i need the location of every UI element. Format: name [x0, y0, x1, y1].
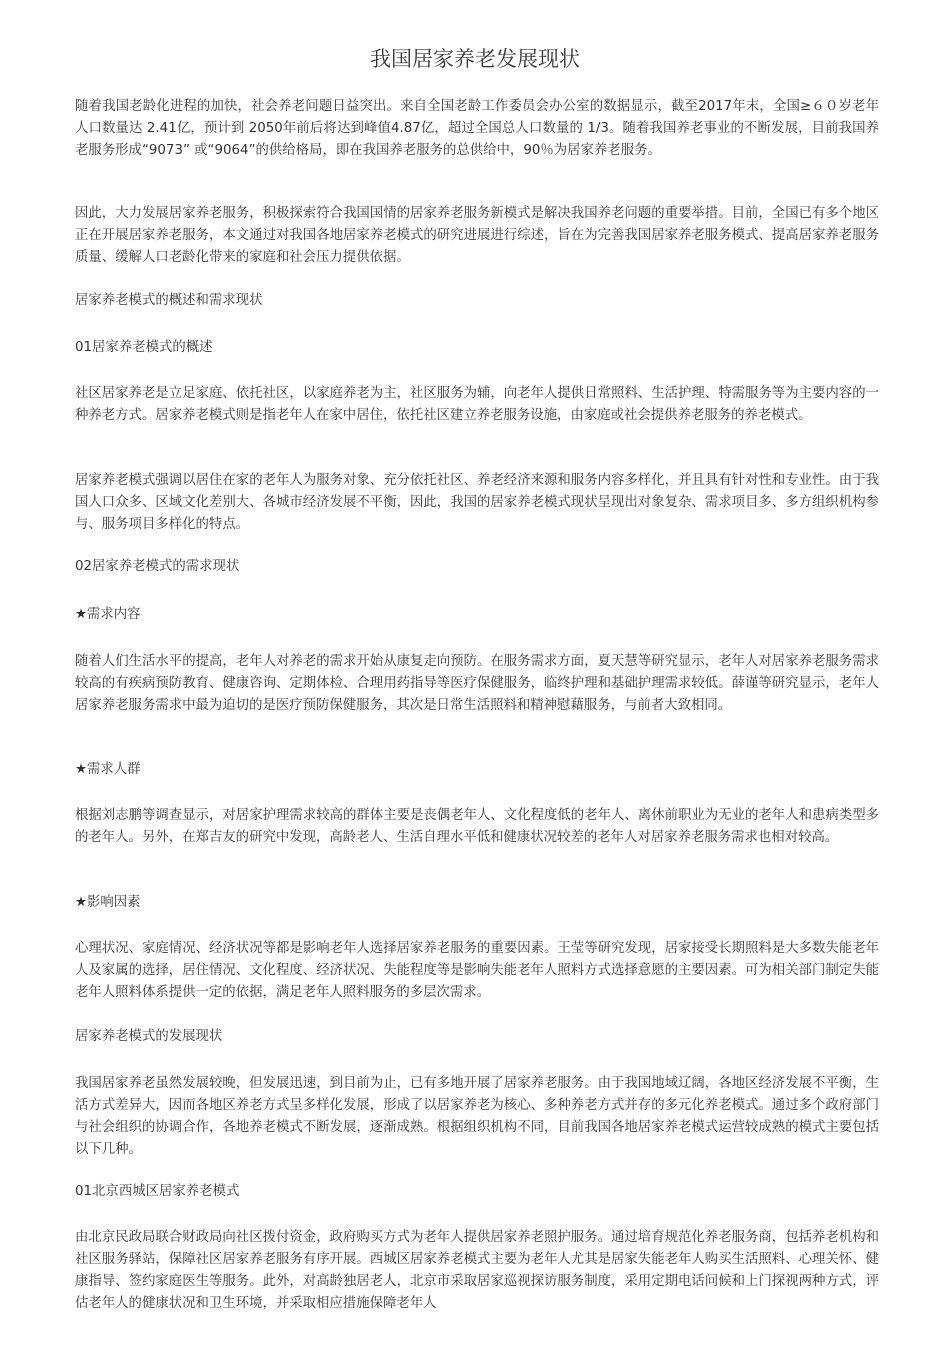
paragraph: 随着人们生活水平的提高，老年人对养老的需求开始从康复走向预防。在服务需求方面，夏天慧等研究显示，老年人对居家养老服务需求较高的有疾病预防教育、健康咨询、定期体检、合理用药指导等医疗保健服务，临终护理和基础护理需求较低。薛谨等研究显示，老年人居家养老服务需求中最为迫切的是医疗预防保健服务，其次是日常生活照料和精神慰藉服务，与前者大致相同。 [75, 654, 879, 713]
paragraph: 社区居家养老是立足家庭、依托社区，以家庭养老为主，社区服务为辅，向老年人提供日常照料、生活护理、特需服务等为主要内容的一种养老方式。居家养老模式则是指老年人在家中居住，依托社区建立养老服务设施，由家庭或社会提供养老服务的养老模式。 [75, 386, 879, 423]
page-title: 我国居家养老发展现状 [370, 47, 580, 71]
star-heading-factors: ★影响因素 [75, 895, 141, 910]
star-heading-demand-content: ★需求内容 [75, 607, 141, 622]
subsection-heading: 02居家养老模式的需求现状 [75, 559, 240, 574]
star-heading-demand-groups: ★需求人群 [75, 762, 141, 777]
paragraph: 居家养老模式强调以居住在家的老年人为服务对象、充分依托社区、养老经济来源和服务内容多样化，并且具有针对性和专业性。由于我国人口众多、区域文化差别大、各城市经济发展不平衡，因此，我国的居家养老模式现状呈现出对象复杂、需求项目多、多方组织机构参与、服务项目多样化的特点。 [75, 473, 879, 532]
subsection-heading: 01居家养老模式的概述 [75, 340, 213, 355]
subsection-heading: 01北京西城区居家养老模式 [75, 1184, 240, 1199]
section-heading: 居家养老模式的概述和需求现状 [75, 293, 263, 308]
paragraph: 心理状况、家庭情况、经济状况等都是影响老年人选择居家养老服务的重要因素。王莹等研究发现，居家接受长期照料是大多数失能老年人及家属的选择，居住情况、文化程度、经济状况、失能程度等是影响失能老年人照料方式选择意愿的主要因素。可为相关部门制定失能老年人照料体系提供一定的依据，满足老年人照料服务的多层次需求。 [75, 941, 879, 1000]
paragraph-intro: 随着我国老龄化进程的加快，社会养老问题日益突出。来自全国老龄工作委员会办公室的数据显示，截至2017年末，全国≥６０岁老年人口数量达 2.41亿，预计到 2050年前后将达到峰值4.87亿，超过全国总人口数量的 1/3。随着我国养老事业的不断发展，目前我国养老服务形成“9073” 或“9064”的供给格局，即在我国养老服务的总供给中，90％为居家养老服务。 [75, 99, 879, 158]
paragraph: 由北京民政局联合财政局向社区拨付资金，政府购买方式为老年人提供居家养老照护服务。通过培育规范化养老服务商，包括养老机构和社区服务驿站，保障社区居家养老服务有序开展。西城区居家养老模式主要为老年人尤其是居家失能老年人购买生活照料、心理关怀、健康指导、签约家庭医生等服务。此外，对高龄独居老人，北京市采取居家巡视探访服务制度，采用定期电话问候和上门探视两种方式，评估老年人的健康状况和卫生环境，并采取相应措施保障老年人 [75, 1230, 879, 1311]
section-heading: 居家养老模式的发展现状 [75, 1029, 223, 1044]
paragraph-measures: 因此，大力发展居家养老服务，积极探索符合我国国情的居家养老服务新模式是解决我国养老问题的重要举措。目前，全国已有多个地区正在开展居家养老服务，本文通过对我国各地居家养老模式的研究进展进行综述，旨在为完善我国居家养老服务模式、提高居家养老服务质量、缓解人口老龄化带来的家庭和社会压力提供依据。 [75, 206, 879, 265]
paragraph: 我国居家养老虽然发展较晚，但发展迅速，到目前为止，已有多地开展了居家养老服务。由于我国地域辽阔，各地区经济发展不平衡，生活方式差异大，因而各地区养老方式呈多样化发展，形成了以居家养老为核心、多种养老方式并存的多元化养老模式。通过多个政府部门与社会组织的协调合作，各地养老模式不断发展，逐渐成熟。根据组织机构不同，目前我国各地居家养老模式运营较成熟的模式主要包括以下几种。 [75, 1076, 879, 1157]
paragraph: 根据刘志鹏等调查显示，对居家护理需求较高的群体主要是丧偶老年人、文化程度低的老年人、离休前职业为无业的老年人和患病类型多的老年人。另外，在郑吉友的研究中发现，高龄老人、生活自理水平低和健康状况较差的老年人对居家养老服务需求也相对较高。 [75, 808, 879, 845]
